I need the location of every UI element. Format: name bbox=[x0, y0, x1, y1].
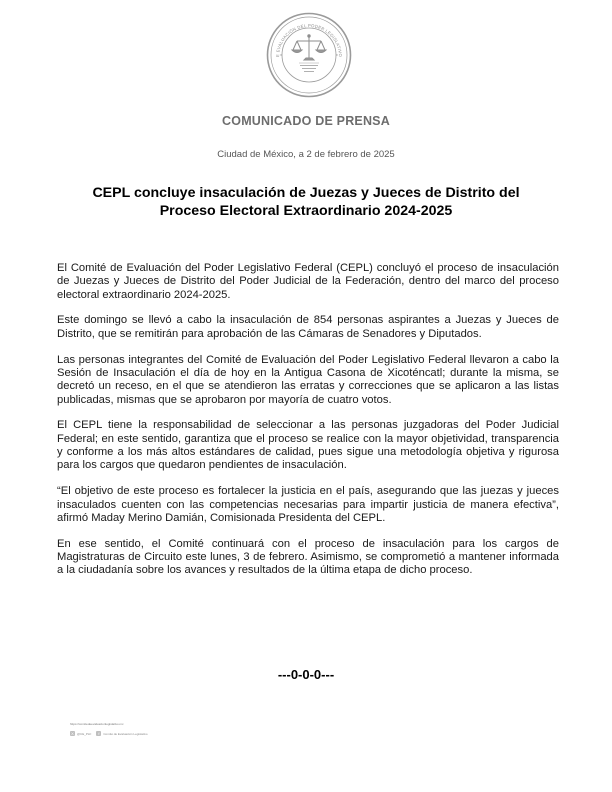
svg-text:COMITÉ DE EVALUACIÓN DEL PODER: E EVALUACIÓN DEL PODER LEGISLATIVO bbox=[274, 22, 344, 58]
press-release-heading: COMUNICADO DE PRENSA bbox=[222, 114, 390, 128]
facebook-handle: Comité de Evaluación Legislativo bbox=[103, 731, 148, 736]
press-release-title bbox=[60, 184, 552, 220]
x-icon: X bbox=[71, 731, 74, 736]
footer bbox=[70, 722, 180, 736]
body-paragraph: El CEPL tiene la responsabilidad de seleccionar a las personas juzgadoras del Poder Judicial Federal; en este sentido, garantiza que el proceso se realice con la mayor objetividad, transparencia y conforme a los más altos estándares de calidad, pues sigue una metodología objetiva y rigurosa para los cargos que quedaron pendientes de insaculación. bbox=[57, 419, 559, 472]
body-paragraph: “El objetivo de este proceso es fortalecer la justicia en el país, asegurando que las juezas y jueces insaculados cuenten con las competencias necesarias para impartir justicia de manera efectiva”, afirmó Maday Merino Damián, Comisionada Presidenta del CEPL. bbox=[57, 485, 559, 524]
facebook-icon: f bbox=[98, 731, 100, 736]
press-release-body bbox=[57, 262, 559, 590]
body-paragraph: El Comité de Evaluación del Poder Legislativo Federal (CEPL) concluyó el proceso de insaculación de Juezas y Jueces de Distrito del Poder Judicial de la Federación, dentro del marco del proceso electoral extraordinario 2024-2025. bbox=[57, 262, 559, 301]
seal-inner-text bbox=[532, 24, 612, 110]
scales-of-justice-icon bbox=[266, 12, 352, 98]
footer-x-link[interactable] bbox=[70, 731, 91, 736]
footer-url[interactable]: https://comitedeevaluacionlegislativo.mx bbox=[70, 722, 124, 726]
x-handle: @CE_PLF bbox=[77, 731, 92, 736]
body-paragraph: Este domingo se llevó a cabo la insaculación de 854 personas aspirantes a Juezas y Jueces de Distrito, que se remitirán para aprobación de las Cámaras de Senadores y Diputados. bbox=[57, 314, 559, 340]
closing-mark: ---0-0-0--- bbox=[277, 667, 335, 682]
footer-facebook-link[interactable] bbox=[96, 731, 147, 736]
title-line-2: Proceso Electoral Extraordinario 2024-2025 bbox=[159, 203, 453, 219]
footer-social-row bbox=[70, 731, 180, 736]
committee-seal-logo bbox=[266, 12, 352, 98]
body-paragraph: En ese sentido, el Comité continuará con el proceso de insaculación para los cargos de Magistraturas de Circuito este lunes, 3 de febrero. Asimismo, se comprometió a mantener informada a la ciudadanía sobre los avances y resultados de la última etapa de dicho proceso. bbox=[57, 537, 559, 577]
dateline: Ciudad de México, a 2 de febrero de 2025 bbox=[217, 149, 395, 160]
body-paragraph: Las personas integrantes del Comité de Evaluación del Poder Legislativo Federal llevaron a cabo la Sesión de Insaculación el día de hoy en la Antigua Casona de Xicoténcatl; durante la misma, se decretó un receso, en el que se atendieron las erratas y correcciones que se aplicaron a las listas publicadas, mismas que se aprobaron por mayoría de cuatro votos. bbox=[57, 353, 559, 406]
title-line-1: CEPL concluye insaculación de Juezas y Jueces de Distrito del bbox=[92, 185, 520, 201]
